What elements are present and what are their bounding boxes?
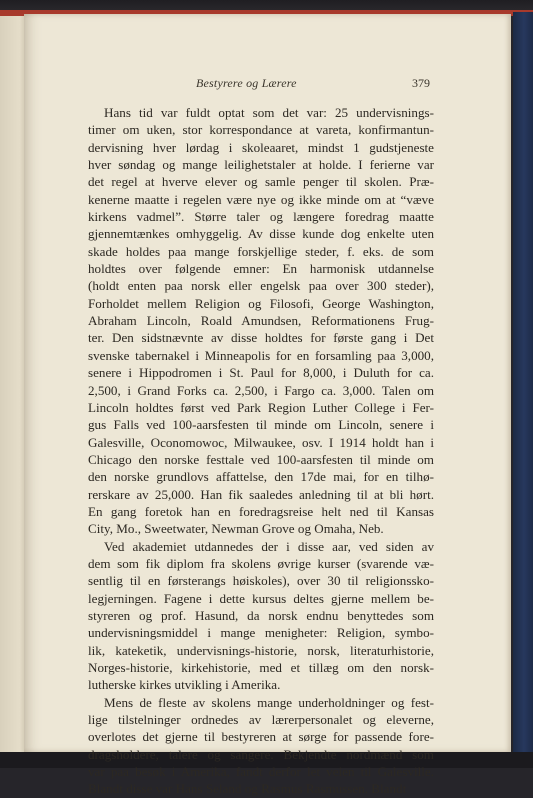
text-line: gjennemtænkes omhyggelig. Av disse kunde dog enkelte uten	[88, 226, 434, 242]
text-line: den norske grundlovs affattelse, den 17de mai, for en tilhø-	[88, 469, 434, 485]
paragraph	[88, 104, 434, 538]
text-line: svenske tabernakel i Minneapolis for en forsamling paa 3,000,	[88, 347, 434, 363]
text-line: rerskare av 25,000. Han fik saaledes anledning til at bli hørt.	[88, 486, 434, 502]
paragraph	[88, 694, 434, 798]
text-line: Blandt disse var Hans Seland og Rasmus Rasmussen. Blandt	[88, 781, 407, 797]
book-cover-edge	[513, 12, 533, 754]
text-line: City, Mo., Sweetwater, Newman Grove og Omaha, Neb.	[88, 521, 384, 537]
text-line: Hans tid var fuldt optat som det var: 25 undervisnings-	[104, 105, 434, 120]
text-line: Chicago den norske festtale ved 100-aarsfesten til minde om	[88, 451, 434, 467]
running-head: Bestyrere og Lærere	[196, 76, 297, 90]
text-line: timer om uken, stor korrespondance at vareta, konfirmantun-	[88, 122, 434, 138]
text-line: En gang foretok han en foredragsreise helt ned til Kansas	[88, 503, 434, 519]
text-line: Abraham Lincoln, Roald Amundsen, Reformationens Frug-	[88, 313, 434, 329]
text-line: ter. Den sidstnævnte av disse holdtes for første gang i Det	[88, 330, 434, 346]
text-line: dem som fik diplom fra skolens øvrige kurser (svarende væ-	[88, 555, 434, 571]
text-line: var paa besøk i Amerika, fandt derfor let veien til Galesville.	[88, 764, 434, 780]
text-line: holdtes over følgende emner: En harmonisk utdannelse	[88, 261, 434, 277]
text-line: kenerne maatte i regelen være nye og ikke minde om at “væve	[88, 191, 434, 207]
text-line: Galesville, Oconomowoc, Milwaukee, osv. I 1914 holdt han i	[88, 434, 434, 450]
text-line: overlotes det gjerne til bestyreren at sørge for passende fore-	[88, 729, 434, 745]
text-line: senere i Hippodromen i St. Paul for 8,000, i Duluth for ca.	[88, 365, 434, 381]
text-line: undervisningsmiddel i mange menigheter: Religion, symbo-	[88, 625, 434, 641]
text-line: dervisning hver lørdag i skoleaaret, mindst 1 gudstjeneste	[88, 139, 434, 155]
text-line: det regel at hverve elever og samle penger til skolen. Præ-	[88, 174, 434, 190]
text-line: Mens de fleste av skolens mange underholdninger og fest-	[104, 694, 434, 710]
text-line: Forholdet mellem Religion og Filosofi, George Washington,	[88, 295, 434, 311]
text-line: sentlig til en førsterangs høiskoles), over 30 til religionssko-	[88, 573, 434, 589]
page-header	[90, 76, 430, 96]
text-line: legjerningen. Fagene i dette kursus deltes gjerne mellem be-	[88, 590, 434, 606]
text-line: skade holdes paa mange forskjellige steder, f. eks. de som	[88, 243, 434, 259]
text-line: lik, kateketik, undervisnings-historie, norsk, literaturhistorie,	[88, 642, 434, 658]
text-line: lutherske kirkes utvikling i Amerika.	[88, 677, 281, 693]
text-line: Ved akademiet utdannedes der i disse aar, ved siden av	[104, 538, 434, 554]
text-line: gus Falls ved 100-aarsfesten til minde om Lincoln, senere i	[88, 417, 434, 433]
text-line: styreren og prof. Hasund, da norsk endnu benyttedes som	[88, 607, 434, 623]
text-line: 2,500, i Grand Forks ca. 2,500, i Fargo ca. 3,000. Talen om	[88, 382, 434, 398]
text-line: hver søndag og mange leilighetstaler at holde. I ferierne var	[88, 157, 434, 173]
paragraph	[88, 538, 434, 694]
text-line: dragsholdere, talere og sangere. Bekjendte nordmænd som	[88, 746, 434, 762]
text-line: Lincoln holdtes først ved Park Region Luther College i Fer-	[88, 399, 434, 415]
page-body	[88, 104, 434, 798]
text-line: lige tilstelninger ordnedes av lærerpersonalet og eleverne,	[88, 712, 434, 728]
page-number: 379	[412, 76, 430, 90]
text-line: (holdt enten paa norsk eller engelsk paa over 300 steder),	[88, 278, 434, 294]
text-line: Norges-historie, kirkehistorie, med et tillæg om den norsk-	[88, 660, 434, 675]
text-line: kirkens vadmel”. Større taler og længere foredrag maatte	[88, 209, 434, 225]
